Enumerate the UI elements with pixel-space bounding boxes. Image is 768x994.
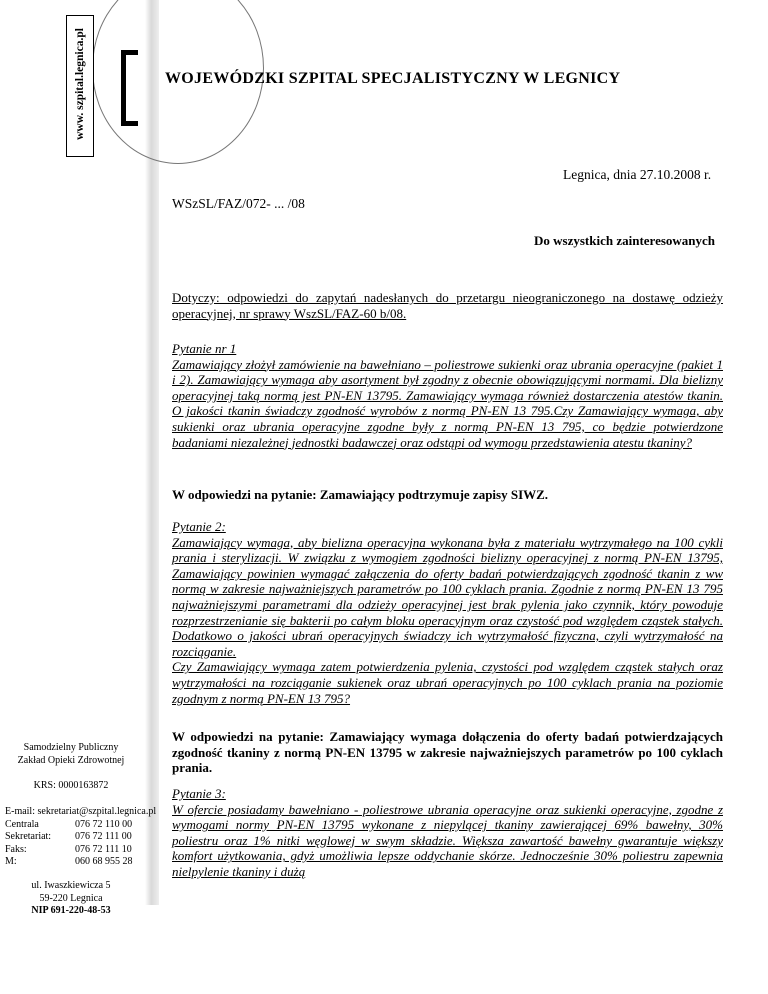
nip: NIP 691-220-48-53 bbox=[31, 905, 111, 916]
question-text: Zamawiający złożył zamówienie na bawełniano – poliestrowe sukienki oraz ubrania operacyjne (pakiet 1 i 2). Zamawiający wymaga aby asortyment był zgodny z obecnie obowiązującymi normami. Dla bielizny operacyjnej taką normą jest PN-EN 13795. Zamawiający wymaga również dostarczenia atestów tkanin. O jakości tkanin świadczy zgodność wyrobów z normą PN-EN 13 795.Czy Zamawiający wymaga, aby sukienki oraz ubrania operacyjne zgodne były z normą PN-EN 13 795, co będzie potwierdzone badaniami niezależnej jednostki badawczej oraz odstąpi od wymogu przedstawienia atestu tkaniny? bbox=[172, 356, 723, 450]
question-3 bbox=[172, 786, 723, 880]
phone-label: Sekretariat: bbox=[5, 831, 52, 842]
sidebar-krs: KRS: 0000163872 bbox=[33, 780, 109, 791]
phone-row bbox=[5, 819, 133, 832]
question-label: Pytanie 2: bbox=[172, 519, 226, 534]
subject-line: Dotyczy: odpowiedzi do zapytań nadesłanych do przetargu nieograniczonego na dostawę odzieży operacyjnej, nr sprawy WszSL/FAZ-60 b/08. bbox=[172, 290, 723, 321]
hospital-title: WOJEWÓDZKI SZPITAL SPECJALISTYCZNY W LEGNICY bbox=[165, 70, 621, 87]
logo-bracket bbox=[121, 50, 138, 126]
org-line-2: Zakład Opieki Zdrowotnej bbox=[17, 754, 125, 766]
phone-value: 076 72 111 10 bbox=[75, 843, 132, 855]
sidebar-org bbox=[0, 742, 142, 767]
answer-2: W odpowiedzi na pytanie: Zamawiający wymaga dołączenia do oferty badań potwierdzających zgodność tkaniny z normą PN-EN 13795 w zakresie najważniejszych parametrów po 100 cyklach prania. bbox=[172, 729, 723, 776]
phone-label: M: bbox=[5, 856, 17, 867]
website-text: www. szpital.legnica.pl bbox=[74, 28, 86, 140]
phone-table bbox=[5, 819, 133, 869]
addressee: Do wszystkich zainteresowanych bbox=[534, 233, 716, 248]
reference-number: WSzSL/FAZ/072- ... /08 bbox=[172, 196, 305, 211]
letter-date: Legnica, dnia 27.10.2008 r. bbox=[563, 167, 712, 182]
phone-value: 060 68 955 28 bbox=[75, 856, 133, 867]
street: ul. Iwaszkiewicza 5 bbox=[31, 880, 111, 891]
answer-1: W odpowiedzi na pytanie: Zamawiający podtrzymuje zapisy SIWZ. bbox=[172, 487, 549, 502]
phone-value: 076 72 111 00 bbox=[75, 831, 132, 842]
sidebar-contact bbox=[5, 806, 156, 869]
question-1 bbox=[172, 341, 723, 450]
phone-label: Faks: bbox=[5, 843, 27, 855]
question-text: W ofercie posiadamy bawełniano - poliestrowe ubrania operacyjne oraz sukienki operacyjne, zgodne z wymogami normy PN-EN 13795 wykonane z niepylącej tkaniny zawierającej 69% bawełny, 30% poliestru oraz 1% nitki węglowej w swym składzie. Większa zawartość bawełny gwarantuje większy komfort użytkowania, gdyż umożliwia lepsze oddychanie skórze. Jednocześnie 30% poliestru zapewnia nielpylenie tkaniny i dużą bbox=[172, 801, 723, 879]
sidebar-address bbox=[0, 880, 142, 918]
website-box bbox=[66, 15, 94, 157]
question-text: Zamawiający wymaga, aby bielizna operacyjna wykonana była z materiału wytrzymałego na 100 cykli prania i sterylizacji. W związku z wymogiem zgodności bielizny operacyjnej z normą PN-EN 13795, Zamawiający powinien wymagać załączenia do oferty badań potwierdzających zgodność tkanin z ww normą w zakresie najważniejszych parametrów po 100 cyklach prania. Zgodnie z normą PN-EN 13 795 najważniejszymi parametrami dla odzieży operacyjnej jest brak pylenia jako czynnik, który powoduje rozprzestrzenianie się bakterii po całym bloku operacyjnym oraz czystość pod względem cząstek stałych. Dodatkowo o jakości ubrań operacyjnych świadczy ich wytrzymałość fizyczna, czyli wytrzymałość na rozciąganie. bbox=[172, 534, 723, 659]
phone-row bbox=[5, 856, 133, 869]
city: 59-220 Legnica bbox=[39, 892, 103, 904]
phone-label: Centrala bbox=[5, 818, 39, 830]
question-2 bbox=[172, 519, 723, 706]
question-text-continued: Czy Zamawiający wymaga zatem potwierdzenia pylenia, czystości pod względem cząstek stałych oraz wytrzymałości na rozciąganie sukienek oraz ubrań operacyjnych po 100 cyklach prania na poziomie zgodnym z normą PN-EN 13 795? bbox=[172, 659, 723, 706]
question-label: Pytanie nr 1 bbox=[172, 341, 237, 356]
phone-row bbox=[5, 831, 133, 844]
phone-row bbox=[5, 844, 133, 857]
phone-value: 076 72 110 00 bbox=[75, 818, 133, 830]
org-line-1: Samodzielny Publiczny bbox=[23, 742, 119, 753]
email: E-mail: sekretariat@szpital.legnica.pl bbox=[5, 806, 157, 817]
question-label: Pytanie 3: bbox=[172, 786, 226, 801]
